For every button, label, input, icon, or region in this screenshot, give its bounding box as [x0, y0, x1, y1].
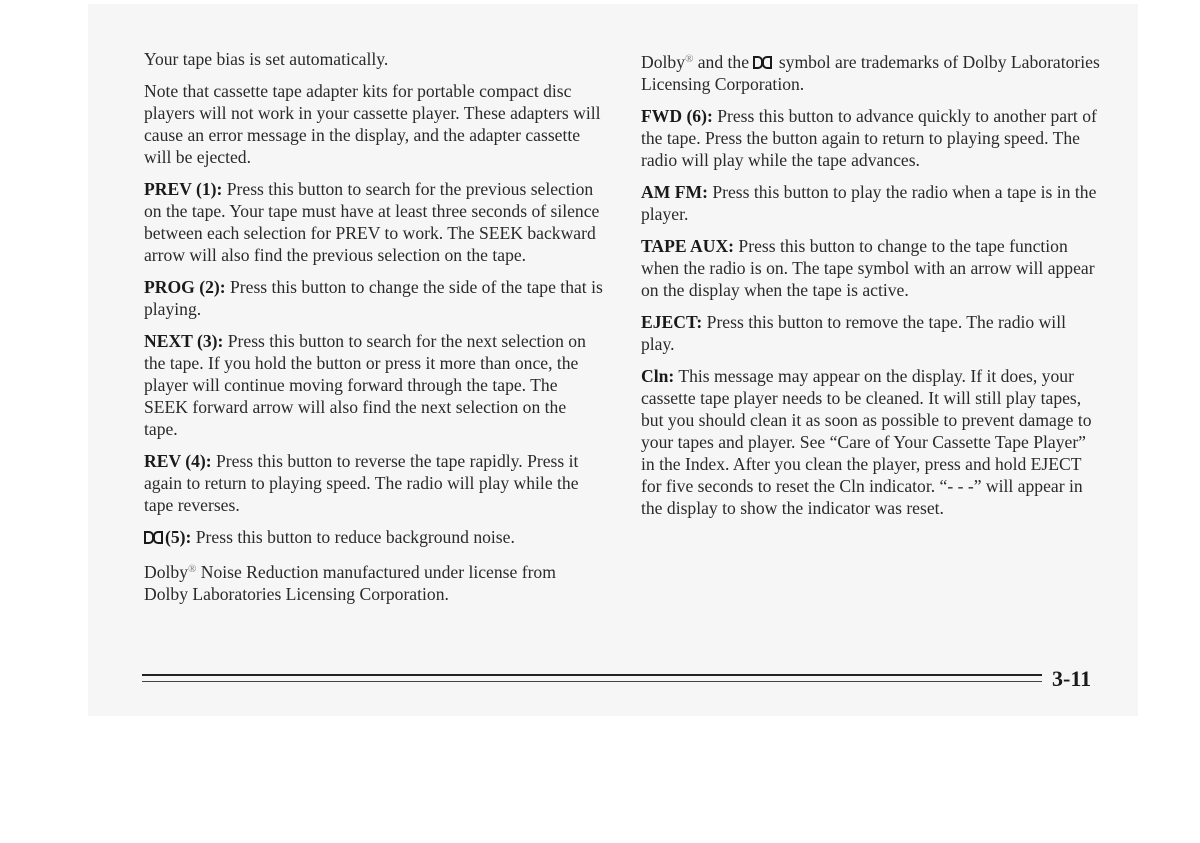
registered-mark: ® [684, 53, 694, 65]
eject-term: EJECT: [641, 312, 703, 332]
trademark-text: symbol are trademarks of Dolby Laboratories Licensing Corporation. [641, 52, 1100, 94]
dolby-button-text: Press this button to reduce background noise. [191, 527, 515, 547]
dolby-license-word: Dolby [144, 562, 188, 582]
trademark-dolby-word: Dolby [641, 52, 685, 72]
adapter-note-paragraph [144, 80, 604, 168]
right-column [641, 48, 1101, 529]
page-number: 3-11 [1052, 666, 1092, 691]
fwd-term: FWD (6): [641, 106, 713, 126]
dolby-button-paragraph [144, 526, 604, 548]
rev-paragraph [144, 450, 604, 516]
tape-aux-paragraph [641, 235, 1101, 301]
trademark-paragraph [641, 48, 1101, 95]
tape-bias-paragraph [144, 48, 604, 70]
next-paragraph [144, 330, 604, 440]
eject-text: Press this button to remove the tape. The radio will play. [641, 312, 1066, 354]
rev-text: Press this button to reverse the tape rapidly. Press it again to return to playing speed. The radio will play while the tape reverses. [144, 451, 579, 515]
amfm-paragraph [641, 181, 1101, 225]
manual-page [88, 4, 1138, 716]
rev-term: REV (4): [144, 451, 212, 471]
fwd-text: Press this button to advance quickly to another part of the tape. Press the button again to return to playing speed. The radio will play while the tape advances. [641, 106, 1097, 170]
dolby-double-d-icon [753, 56, 772, 69]
cln-term: Cln: [641, 366, 675, 386]
prog-paragraph [144, 276, 604, 320]
cln-text: This message may appear on the display. If it does, your cassette tape player needs to be cleaned. It will still play tapes, but you should clean it as soon as possible to prevent damage to your tapes and player. See “Care of Your Cassette Tape Player” in the Index. After you clean the player, press and hold EJECT for five seconds to reset the Cln indicator. “- - -” will appear in the display to show the indicator was reset. [641, 366, 1092, 518]
eject-paragraph [641, 311, 1101, 355]
cln-paragraph [641, 365, 1101, 519]
next-term: NEXT (3): [144, 331, 224, 351]
amfm-term: AM FM: [641, 182, 708, 202]
prog-term: PROG (2): [144, 277, 226, 297]
amfm-text: Press this button to play the radio when a tape is in the player. [641, 182, 1097, 224]
tape-aux-text: Press this button to change to the tape function when the radio is on. The tape symbol with an arrow will appear on the display when the tape is active. [641, 236, 1095, 300]
trademark-and-the: and the [693, 52, 754, 72]
dolby-license-text: Noise Reduction manufactured under license from Dolby Laboratories Licensing Corporation. [144, 562, 556, 604]
registered-mark: ® [187, 563, 197, 575]
left-column [144, 48, 604, 615]
footer-rule [142, 674, 1042, 676]
tape-aux-term: TAPE AUX: [641, 236, 735, 256]
adapter-note-text: Note that cassette tape adapter kits for portable compact disc players will not work in your cassette player. These adapters will cause an error message in the display, and the adapter cassette will be ejected. [144, 81, 601, 167]
next-text: Press this button to search for the next selection on the tape. If you hold the button or press it more than once, the player will continue moving forward through the tape. The SEEK forward arrow will also find the next selection on the tape. [144, 331, 586, 439]
dolby-button-term: (5): [165, 527, 192, 547]
dolby-license-paragraph [144, 558, 604, 605]
prog-text: Press this button to change the side of the tape that is playing. [144, 277, 603, 319]
fwd-paragraph [641, 105, 1101, 171]
tape-bias-text: Your tape bias is set automatically. [144, 49, 389, 69]
prev-text: Press this button to search for the previous selection on the tape. Your tape must have at least three seconds of silence between each selection for PREV to work. The SEEK backward arrow will also find the previous selection on the tape. [144, 179, 600, 265]
prev-paragraph [144, 178, 604, 266]
prev-term: PREV (1): [144, 179, 223, 199]
dolby-double-d-icon [144, 531, 163, 544]
footer-rule-thin [142, 681, 1042, 682]
